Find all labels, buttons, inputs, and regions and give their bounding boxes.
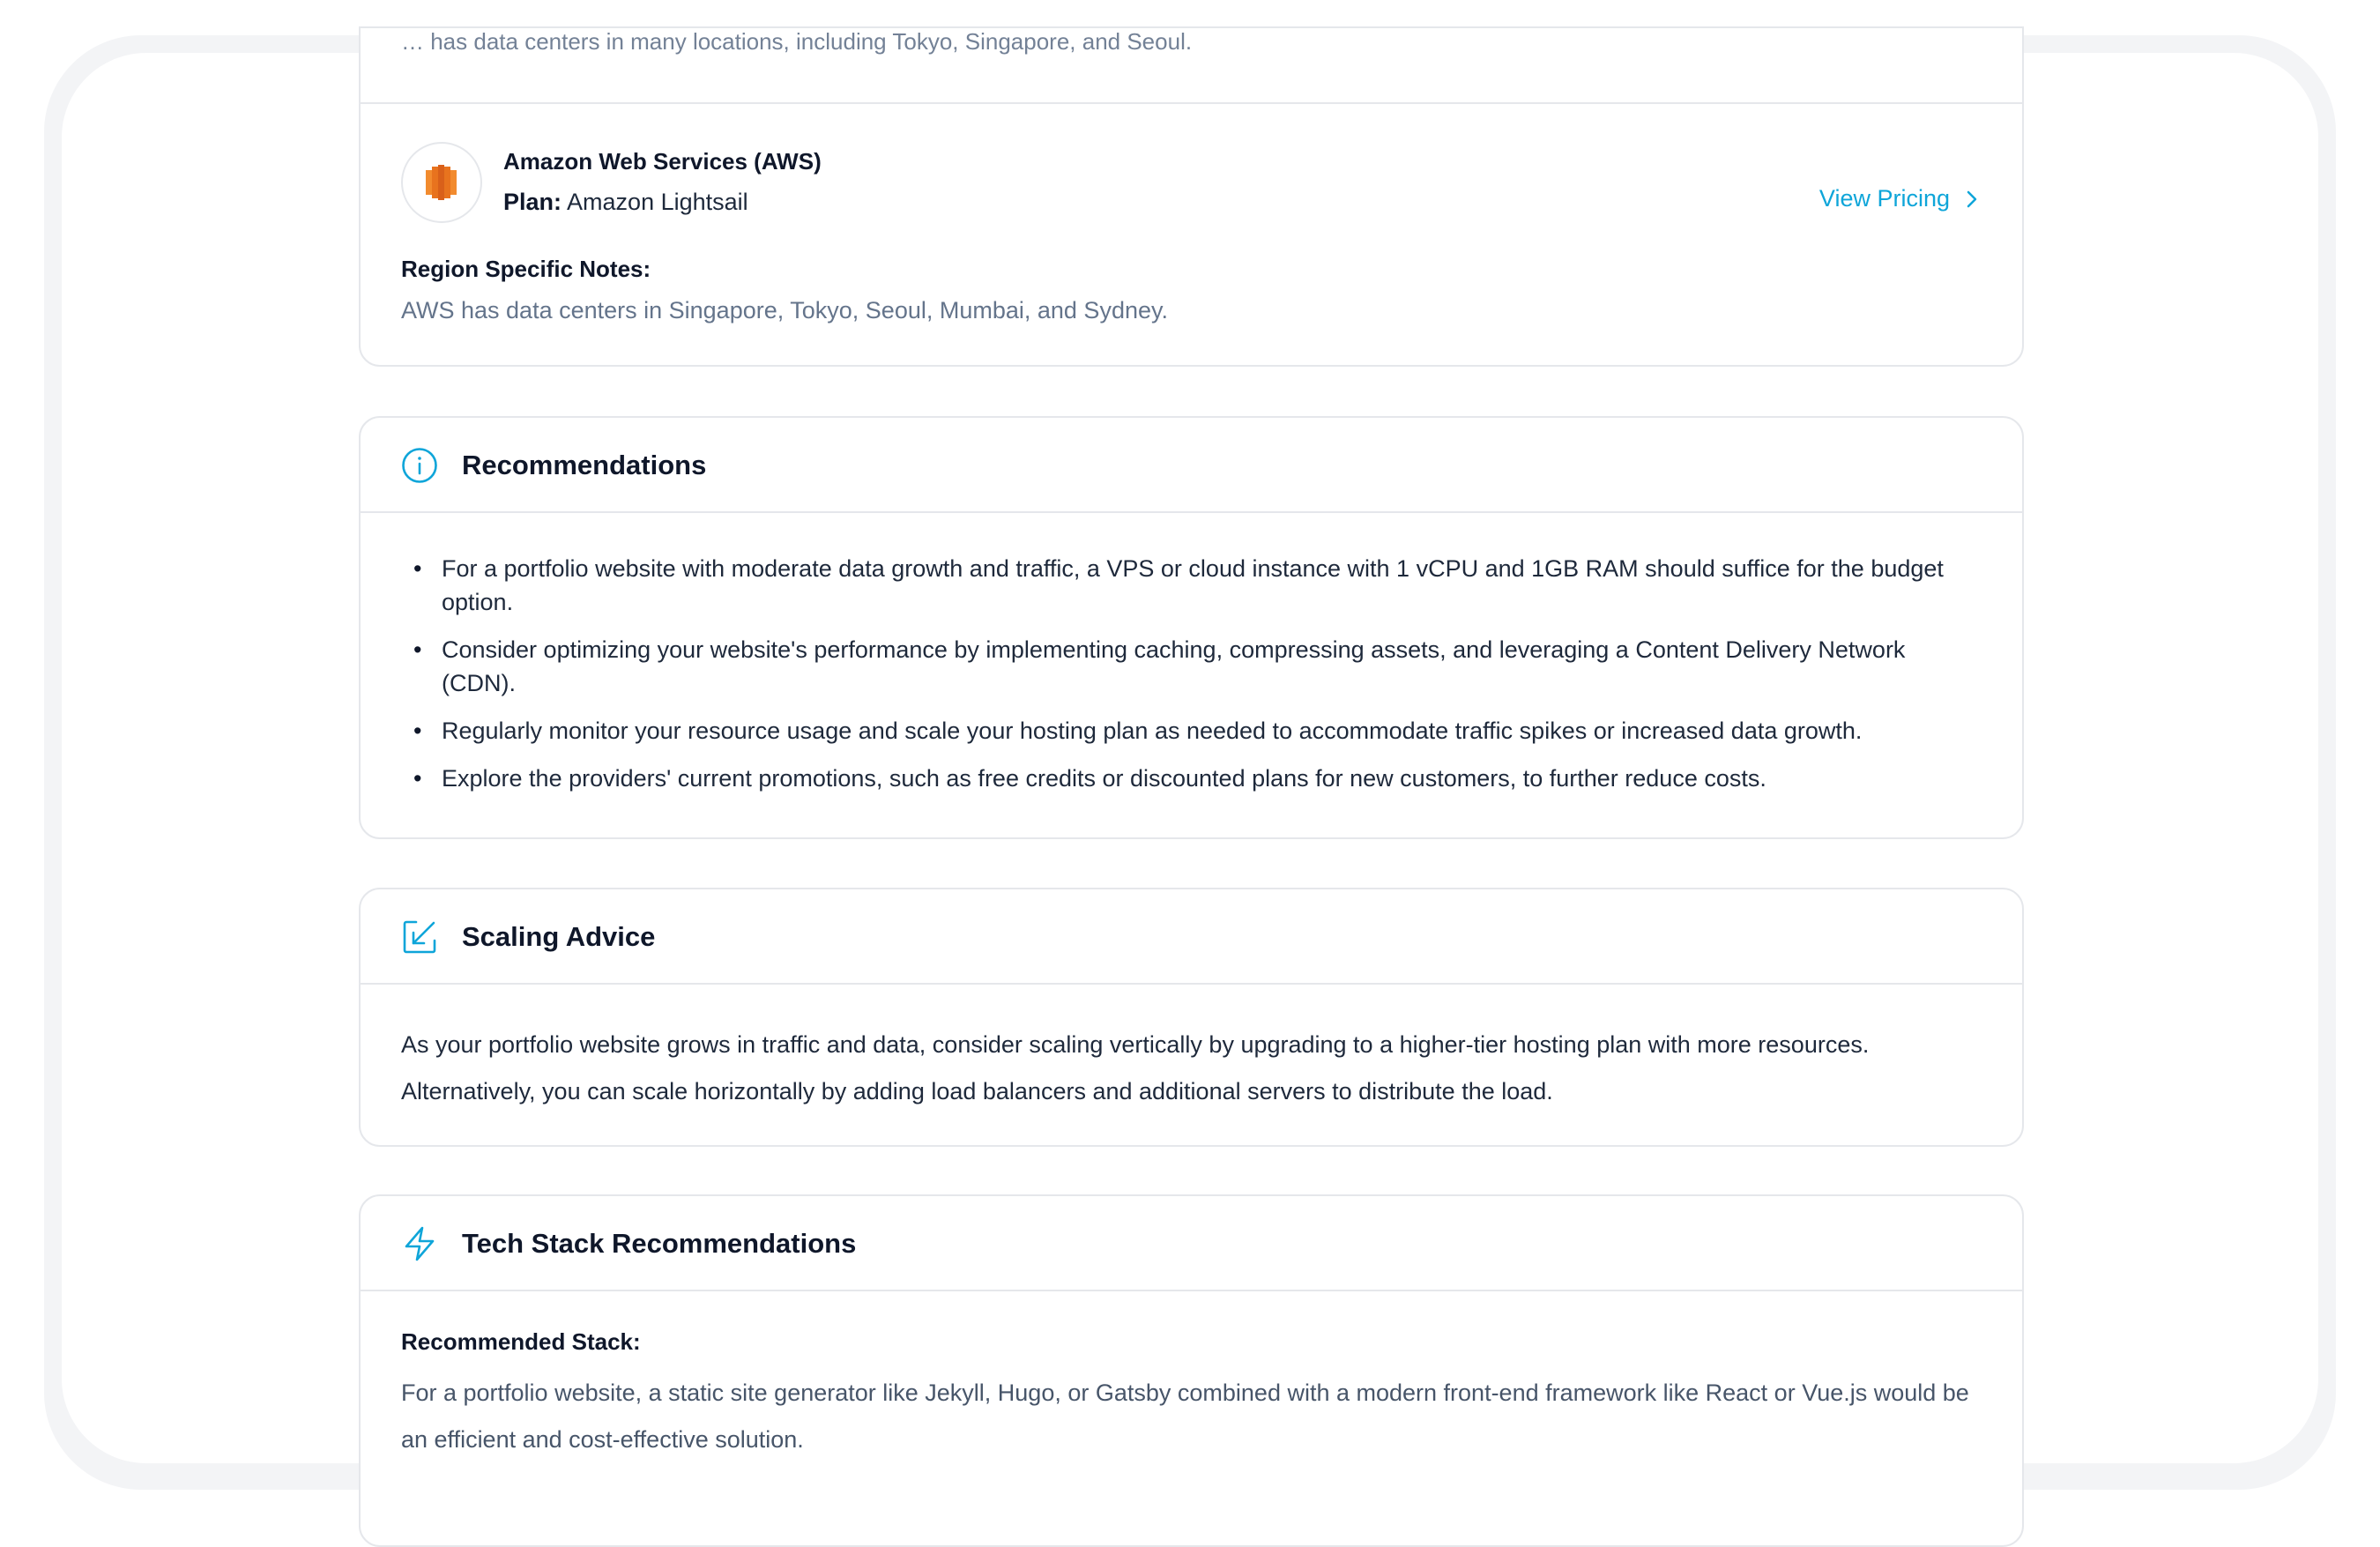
tech-stack-card <box>359 1194 2024 1547</box>
region-notes-label: Region Specific Notes: <box>401 256 651 282</box>
divider <box>361 102 2022 104</box>
list-item: • Explore the providers' current promotions, such as free credits or discounted plans for new customers, to further reduce costs. <box>413 762 1974 795</box>
plan-label: Plan: <box>503 189 562 215</box>
recommendations-card <box>359 416 2024 839</box>
aws-logo <box>401 142 482 223</box>
recommended-stack-text: For a portfolio website, a static site generator like Jekyll, Hugo, or Gatsby combined with a modern front-end framework like React or Vue.js would be an efficient and cost-effective solution. <box>401 1380 1969 1453</box>
lightning-icon <box>401 1225 438 1262</box>
tech-stack-header <box>361 1196 2022 1291</box>
view-pricing-label: View Pricing <box>1818 185 1950 212</box>
scaling-header <box>361 889 2022 985</box>
scaling-title: Scaling Advice <box>462 921 656 952</box>
aws-lightsail-icon <box>424 163 459 202</box>
plan-value: Amazon Lightsail <box>567 189 748 215</box>
cut-off-text: … has data centers in many locations, including Tokyo, Singapore, and Seoul. <box>401 28 1193 55</box>
scale-arrow-icon <box>401 919 438 956</box>
list-item: • Consider optimizing your website's performance by implementing caching, compressing assets, and leveraging a Content Delivery Network (CDN). <box>413 633 1974 700</box>
recommendations-header <box>361 418 2022 513</box>
provider-name: Amazon Web Services (AWS) <box>503 148 822 175</box>
scaling-advice-card <box>359 888 2024 1147</box>
tech-stack-title: Tech Stack Recommendations <box>462 1228 857 1259</box>
scaling-text: As your portfolio website grows in traffic and data, consider scaling vertically by upgrading to a higher-tier hosting plan with more resources. Alternatively, you can scale horizontally by adding load balancers and additional servers to distribute the load. <box>401 1031 1870 1104</box>
provider-card-aws <box>359 26 2024 367</box>
viewport <box>62 28 2318 1463</box>
chevron-right-icon <box>1966 190 1978 209</box>
recommended-stack-label: Recommended Stack: <box>401 1328 641 1355</box>
recommendations-title: Recommendations <box>462 450 707 480</box>
view-pricing-link[interactable] <box>1819 185 1978 212</box>
info-icon <box>401 447 438 484</box>
recommendations-list <box>413 552 1974 809</box>
list-item: • For a portfolio website with moderate data growth and traffic, a VPS or cloud instance with 1 vCPU and 1GB RAM should suffice for the budget option. <box>413 552 1974 619</box>
list-item: • Regularly monitor your resource usage and scale your hosting plan as needed to accommodate traffic spikes or increased data growth. <box>413 714 1974 747</box>
region-notes-text: AWS has data centers in Singapore, Tokyo, Seoul, Mumbai, and Sydney. <box>401 297 1168 324</box>
plan-line <box>503 189 748 216</box>
